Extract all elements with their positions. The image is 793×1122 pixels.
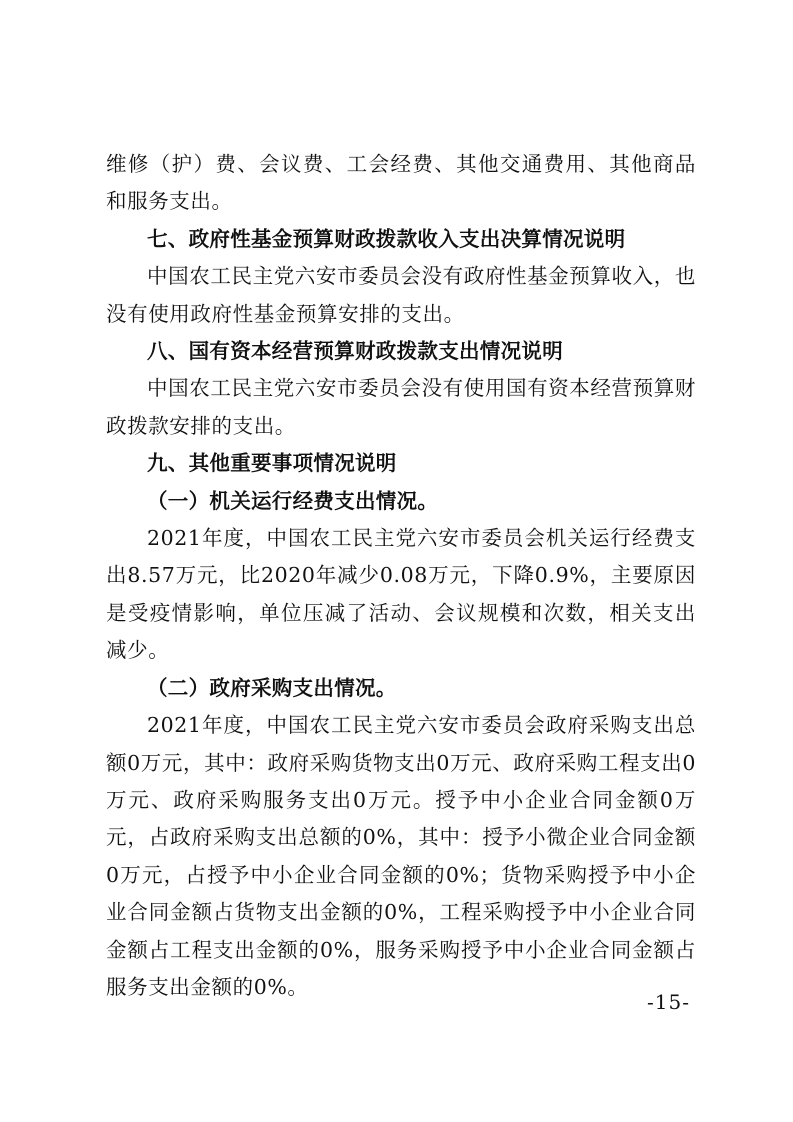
document-body (106, 146, 696, 1006)
subsection-heading-2: （二）政府采购支出情况。 (147, 675, 397, 700)
paragraph-operating-expenses: 2021年度，中国农工民主党六安市委员会机关运行经费支出8.57万元，比2020年减少0.08万元，下降0.9%，主要原因是受疫情影响，单位压减了活动、会议规模和次数，相关支出减少。 (106, 526, 696, 663)
page-number: -15- (647, 990, 690, 1014)
paragraph-government-procurement: 2021年度，中国农工民主党六安市委员会政府采购支出总额0万元，其中：政府采购货物支出0万元、政府采购工程支出0万元、政府采购服务支出0万元。授予中小企业合同金额0万元，占政府采购支出总额的0%，其中：授予小微企业合同金额0万元，占授予中小企业合同金额的0%；货物采购授予中小企业合同金额占货物支出金额的0%，工程采购授予中小企业合同金额占工程支出金额的0%，服务采购授予中小企业合同金额占服务支出金额的0%。 (106, 713, 696, 999)
section-heading-9: 九、其他重要事项情况说明 (147, 451, 397, 476)
paragraph-section-7: 中国农工民主党六安市委员会没有政府性基金预算收入，也没有使用政府性基金预算安排的支出。 (106, 264, 696, 326)
section-heading-7: 七、政府性基金预算财政拨款收入支出决算情况说明 (147, 226, 626, 251)
paragraph-continuation: 维修（护）费、会议费、工会经费、其他交通费用、其他商品和服务支出。 (106, 152, 696, 214)
subsection-heading-1: （一）机关运行经费支出情况。 (147, 488, 439, 513)
paragraph-section-8: 中国农工民主党六安市委员会没有使用国有资本经营预算财政拨款安排的支出。 (106, 376, 696, 438)
section-heading-8: 八、国有资本经营预算财政拨款支出情况说明 (147, 339, 563, 364)
